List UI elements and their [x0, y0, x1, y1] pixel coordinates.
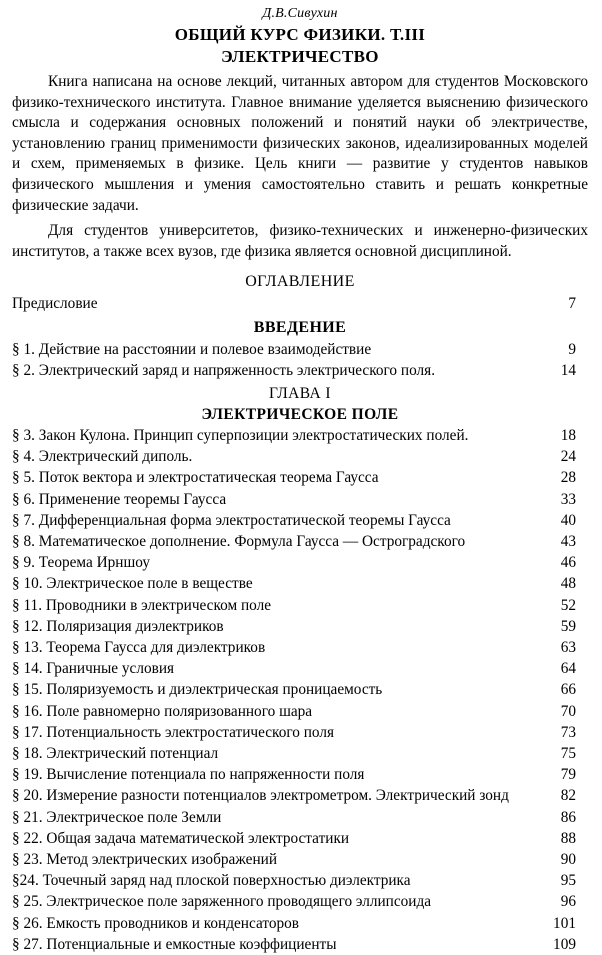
toc-entry-page: 79: [560, 766, 576, 784]
toc-entry-label: § 16. Поле равномерно поляризованного шара: [12, 702, 313, 720]
toc-entry-label: § 9. Теорема Ирншоу: [12, 554, 150, 572]
annotation-paragraph-1: Книга написана на основе лекций, читанных автором для студентов Московского физико-технического института. Главное внимание уделяется выяснению физического смысла и содержания основных положений и понятий науки об электричестве, установлению границ применимости физических законов, идеализированных моделей и схем, применяемых в физике. Цель книги — развитие у студентов навыков физического мышления и умения самостоятельно ставить и решать конкретные физические задачи.: [12, 73, 588, 214]
toc-entry-3[interactable]: [12, 425, 588, 446]
toc-entry-page: 46: [560, 554, 576, 572]
toc-entry-label: § 13. Теорема Гаусса для диэлектриков: [12, 638, 266, 656]
chapter-1-number-heading: ГЛАВА I: [269, 384, 331, 402]
toc-entry-page: 86: [560, 808, 576, 826]
toc-entry-9[interactable]: [12, 552, 588, 573]
toc-entry-17[interactable]: [12, 722, 588, 743]
toc-entry-label: § 15. Поляризуемость и диэлектрическая проницаемость: [12, 681, 383, 699]
toc-entry-label: § 5. Поток вектора и электростатическая теорема Гаусса: [12, 469, 379, 487]
toc-entry-page: 88: [560, 829, 576, 847]
toc-entry-1[interactable]: [12, 339, 588, 360]
toc-entry-23[interactable]: [12, 849, 588, 870]
toc-entry-27[interactable]: [12, 934, 588, 955]
toc-entry-label: § 27. Потенциальные и емкостные коэффициенты: [12, 935, 337, 953]
toc-entry-12[interactable]: [12, 616, 588, 637]
annotation-block: [12, 72, 588, 262]
toc-entry-label: § 17. Потенциальность электростатического поля: [12, 723, 335, 741]
toc-entry-26[interactable]: [12, 913, 588, 934]
toc-entry-24[interactable]: [12, 870, 588, 891]
toc-introduction-list: [12, 339, 588, 381]
toc-entry-14[interactable]: [12, 658, 588, 679]
toc-entry-label: Предисловие: [12, 295, 98, 313]
toc-entry-label: §24. Точечный заряд над плоской поверхностью диэлектрика: [12, 872, 411, 890]
toc-entry-7[interactable]: [12, 510, 588, 531]
contents-heading: ОГЛАВЛЕНИЕ: [245, 273, 355, 291]
toc-entry-label: § 1. Действие на расстоянии и полевое взаимодействие: [12, 340, 372, 358]
toc-entry-page: 9: [568, 340, 576, 358]
document-page: [0, 6, 602, 953]
chapter-1-title-heading: ЭЛЕКТРИЧЕСКОЕ ПОЛЕ: [201, 405, 399, 423]
toc-chapter-1-list: [12, 425, 588, 955]
toc-entry-4[interactable]: [12, 446, 588, 467]
toc-preface-list: [12, 293, 588, 314]
toc-entry-page: 24: [560, 448, 576, 466]
toc-entry-label: § 10. Электрическое поле в веществе: [12, 575, 253, 593]
toc-entry-25[interactable]: [12, 891, 588, 912]
toc-entry-page: 18: [560, 426, 576, 444]
toc-entry-5[interactable]: [12, 467, 588, 488]
toc-entry-page: 14: [560, 361, 576, 379]
toc-entry-page: 52: [560, 596, 576, 614]
toc-entry-label: § 8. Математическое дополнение. Формула Гаусса — Остроградского: [12, 532, 466, 550]
toc-entry-22[interactable]: [12, 828, 588, 849]
toc-entry-10[interactable]: [12, 573, 588, 594]
toc-entry-19[interactable]: [12, 764, 588, 785]
toc-entry-page: 7: [568, 295, 576, 313]
toc-entry-page: 63: [560, 638, 576, 656]
toc-entry-page: 48: [560, 575, 576, 593]
toc-entry-13[interactable]: [12, 637, 588, 658]
toc-entry-page: 90: [560, 851, 576, 869]
toc-entry-label: § 23. Метод электрических изображений: [12, 851, 278, 869]
toc-entry-page: 43: [560, 532, 576, 550]
toc-entry-page: 40: [560, 511, 576, 529]
toc-entry-20[interactable]: [12, 785, 588, 806]
toc-entry-label: § 6. Применение теоремы Гаусса: [12, 490, 227, 508]
toc-entry-page: 109: [553, 935, 576, 953]
toc-entry-label: § 3. Закон Кулона. Принцип суперпозиции электростатических полей.: [12, 426, 469, 444]
toc-entry-label: § 20. Измерение разности потенциалов электрометром. Электрический зонд: [12, 787, 509, 805]
toc-entry-label: § 7. Дифференциальная форма электростатической теоремы Гаусса: [12, 511, 451, 529]
toc-entry-page: 66: [560, 681, 576, 699]
toc-entry-page: 73: [560, 723, 576, 741]
toc-entry-page: 59: [560, 617, 576, 635]
toc-entry-label: § 4. Электрический диполь.: [12, 448, 193, 466]
toc-entry-page: 70: [560, 702, 576, 720]
toc-entry-label: § 19. Вычисление потенциала по напряженности поля: [12, 766, 365, 784]
toc-entry-page: 95: [560, 872, 576, 890]
toc-entry-label: § 25. Электрическое поле заряженного проводящего эллипсоида: [12, 893, 432, 911]
author-name: Д.В.Сивухин: [262, 6, 338, 21]
toc-entry-2[interactable]: [12, 360, 588, 381]
toc-entry-label: § 21. Электрическое поле Земли: [12, 808, 222, 826]
toc-entry-11[interactable]: [12, 595, 588, 616]
toc-entry-18[interactable]: [12, 743, 588, 764]
toc-entry-page: 75: [560, 745, 576, 762]
toc-entry-page: 33: [560, 490, 576, 508]
volume-title: ЭЛЕКТРИЧЕСТВО: [221, 47, 379, 66]
annotation-paragraph-2: Для студентов университетов, физико-технических и инженерно-физических институтов, а также всех вузов, где физика является основной дисциплиной.: [12, 222, 588, 260]
toc-entry-page: 64: [560, 660, 576, 678]
toc-entry-label: § 22. Общая задача математической электростатики: [12, 829, 350, 847]
toc-entry-label: § 26. Емкость проводников и конденсаторов: [12, 914, 299, 932]
toc-entry-6[interactable]: [12, 489, 588, 510]
toc-entry-label: § 12. Поляризация диэлектриков: [12, 617, 224, 635]
toc-entry-8[interactable]: [12, 531, 588, 552]
toc-entry-label: § 2. Электрический заряд и напряженность электрического поля.: [12, 361, 436, 379]
toc-entry-page: 82: [560, 787, 576, 805]
introduction-heading: ВВЕДЕНИЕ: [253, 318, 347, 336]
toc-entry-16[interactable]: [12, 701, 588, 722]
toc-entry-label: § 11. Проводники в электрическом поле: [12, 596, 272, 614]
toc-entry-15[interactable]: [12, 679, 588, 700]
toc-entry-preface[interactable]: [12, 293, 588, 314]
toc-entry-label: § 14. Граничные условия: [12, 660, 175, 678]
toc-entry-page: 28: [560, 469, 576, 487]
toc-entry-label: § 18. Электрический потенциал: [12, 745, 219, 762]
toc-entry-21[interactable]: [12, 807, 588, 828]
toc-entry-page: 96: [560, 893, 576, 911]
book-title: ОБЩИЙ КУРС ФИЗИКИ. Т.III: [174, 25, 426, 44]
toc-entry-page: 101: [553, 914, 576, 932]
